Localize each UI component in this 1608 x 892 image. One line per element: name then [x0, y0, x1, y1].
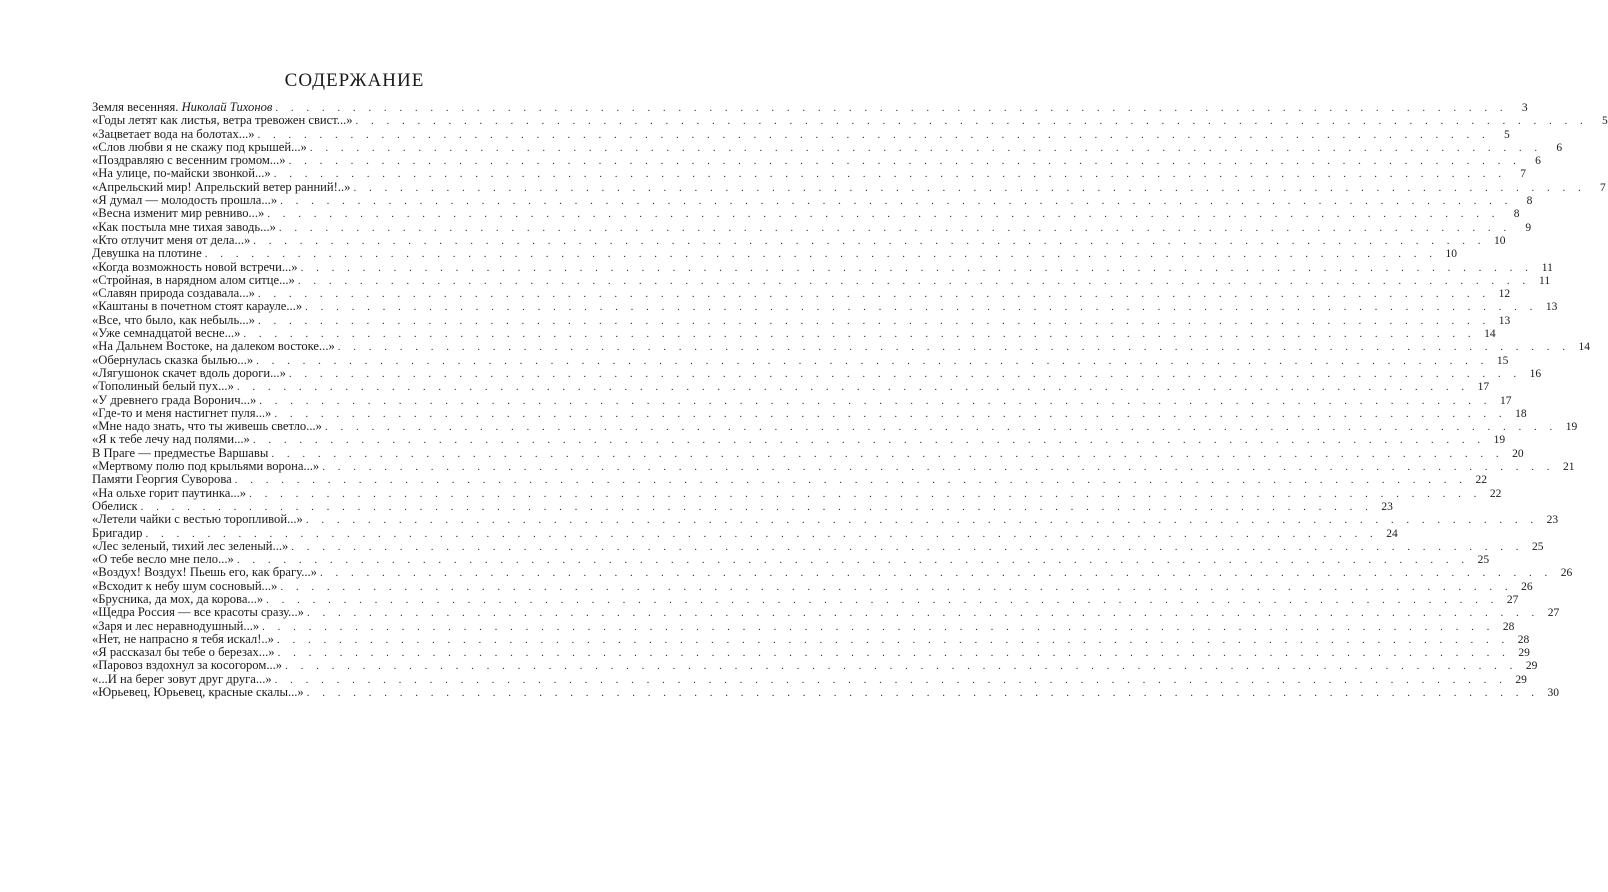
entry-title	[92, 380, 237, 393]
dot-leader: . . . . . . . . . . . . . . . . . . . . . . . . . . . . . . . . . . . . . . . . . . . . . . . . . . . . . . . . . . . . . . . . . . . . . . . . . . . . . . . .	[305, 514, 1539, 527]
dot-leader: . . . . . . . . . . . . . . . . . . . . . . . . . . . . . . . . . . . . . . . . . . . . . . . . . . . . . . . . . . . . . . . . . . . . . . . . . . . . . . . .	[266, 593, 1499, 606]
dot-leader: . . . . . . . . . . . . . . . . . . . . . . . . . . . . . . . . . . . . . . . . . . . . . . . . . . . . . . . . . . . . . . . . . . . . . . . . . . . . . . . .	[300, 261, 1533, 274]
dot-leader: . . . . . . . . . . . . . . . . . . . . . . . . . . . . . . . . . . . . . . . . . . . . . . . . . . . . . . . . . . . . . . . . . . . . . . . . . . . . . . . .	[322, 461, 1555, 474]
entry-title	[92, 473, 235, 486]
entry-title	[92, 167, 274, 180]
entry-title	[92, 327, 243, 340]
dot-leader: . . . . . . . . . . . . . . . . . . . . . . . . . . . . . . . . . . . . . . . . . . . . . . . . . . . . . . . . . . . . . . . . . . . . . . . . . . . . . . . .	[291, 540, 1524, 553]
dot-leader: . . . . . . . . . . . . . . . . . . . . . . . . . . . . . . . . . . . . . . . . . . . . . . . . . . . . . . . . . . . . . . . . . . . . . . . . . . . . . . . .	[259, 394, 1492, 407]
toc-entry	[92, 193, 1533, 208]
entry-title	[92, 646, 278, 659]
entry-page-number: 5	[1602, 115, 1608, 128]
entry-title-text: «Где-то и меня настигнет пуля...»	[92, 405, 272, 420]
dot-leader: . . . . . . . . . . . . . . . . . . . . . . . . . . . . . . . . . . . . . . . . . . . . . . . . . . . . . . . . . . . . . . . . . . . . . . . . . . . . . . . .	[285, 660, 1518, 673]
toc-entry	[92, 272, 1551, 287]
entry-title-text: «Всходит к небу шум сосновый...»	[92, 578, 278, 593]
dot-leader: . . . . . . . . . . . . . . . . . . . . . . . . . . . . . . . . . . . . . . . . . . . . . . . . . . . . . . . . . . . . . . . . . . . . . . . . . . . . . . . .	[355, 115, 1588, 128]
entry-page-number: 10	[1445, 248, 1457, 261]
toc-entry	[92, 685, 1559, 700]
entry-page-number: 6	[1556, 141, 1563, 154]
dot-leader: . . . . . . . . . . . . . . . . . . . . . . . . . . . . . . . . . . . . . . . . . . . . . . . . . . . . . . . . . . . . . . . . . . . . . . . . . . . . . . . .	[253, 234, 1486, 247]
entry-page-number: 25	[1532, 540, 1544, 553]
entry-page-number: 17	[1500, 394, 1512, 407]
dot-leader: . . . . . . . . . . . . . . . . . . . . . . . . . . . . . . . . . . . . . . . . . . . . . . . . . . . . . . . . . . . . . . . . . . . . . . . . . . . . . . . .	[274, 407, 1507, 420]
entry-page-number: 14	[1484, 328, 1496, 341]
entry-page-number: 20	[1512, 447, 1524, 460]
entry-title-text: «Кто отлучит меня от дела...»	[92, 232, 251, 247]
entry-title-text: «Весна изменит мир ревниво...»	[92, 206, 265, 221]
toc-entry	[92, 219, 1532, 234]
entry-page-number: 28	[1517, 633, 1530, 646]
entry-page-number: 18	[1515, 407, 1527, 420]
entry-title	[92, 154, 289, 167]
entry-title	[92, 101, 275, 114]
entry-title-text: «Юрьевец, Юрьевец, красные скалы...»	[92, 685, 304, 700]
entry-title-text: «На улице, по-майски звонкой...»	[92, 166, 271, 181]
entry-page-number: 27	[1506, 593, 1519, 606]
dot-leader: . . . . . . . . . . . . . . . . . . . . . . . . . . . . . . . . . . . . . . . . . . . . . . . . . . . . . . . . . . . . . . . . . . . . . . . . . . . . . . . .	[277, 647, 1510, 660]
entry-title-text: «Славян природа создавала...»	[92, 286, 255, 301]
dot-leader: . . . . . . . . . . . . . . . . . . . . . . . . . . . . . . . . . . . . . . . . . . . . . . . . . . . . . . . . . . . . . . . . . . . . . . . . . . . . . . . .	[306, 687, 1539, 700]
dot-leader: . . . . . . . . . . . . . . . . . . . . . . . . . . . . . . . . . . . . . . . . . . . . . . . . . . . . . . . . . . . . . . . . . . . . . . . . . . . . . . . .	[306, 607, 1540, 620]
entry-title-text: Бригадир	[92, 525, 143, 540]
dot-leader: . . . . . . . . . . . . . . . . . . . . . . . . . . . . . . . . . . . . . . . . . . . . . . . . . . . . . . . . . . . . . . . . . . . . . . . . . . . . . . . .	[243, 328, 1476, 341]
entry-title-text: «На ольхе горит паутинка...»	[92, 485, 247, 500]
entry-title	[92, 128, 258, 141]
entry-title	[92, 181, 353, 194]
entry-page-number: 9	[1525, 221, 1532, 234]
entry-title-text: «Нет, не напрасно я тебя искал!..»	[92, 631, 274, 646]
entry-title	[92, 633, 277, 646]
entry-title	[92, 686, 307, 699]
entry-title-text: «Уже семнадцатой весне...»	[92, 326, 241, 341]
toc-entry	[92, 352, 1509, 367]
dot-leader: . . . . . . . . . . . . . . . . . . . . . . . . . . . . . . . . . . . . . . . . . . . . . . . . . . . . . . . . . . . . . . . . . . . . . . . . . . . . . . . .	[140, 500, 1373, 513]
toc-entry	[92, 206, 1520, 221]
dot-leader: . . . . . . . . . . . . . . . . . . . . . . . . . . . . . . . . . . . . . . . . . . . . . . . . . . . . . . . . . . . . . . . . . . . . . . . . . . . . . . . .	[249, 487, 1482, 500]
entry-title-text: «Летели чайки с вестью торопливой...»	[92, 512, 303, 527]
entry-title	[92, 433, 253, 446]
toc-entry	[92, 552, 1490, 567]
entry-title	[92, 487, 249, 500]
entry-page-number: 29	[1518, 647, 1530, 660]
entry-author: Николай Тихонов	[181, 100, 273, 114]
entry-title	[92, 274, 298, 287]
toc-entry	[92, 445, 1524, 460]
entry-title-text: «О тебе весло мне пело...»	[92, 552, 234, 567]
toc-entry	[92, 485, 1502, 500]
entry-page-number: 11	[1541, 261, 1553, 274]
toc-entry	[92, 126, 1510, 141]
table-of-contents	[92, 100, 1608, 700]
toc-entry	[92, 538, 1544, 553]
entry-title	[92, 247, 205, 260]
entry-title-text: «Я думал — молодость прошла...»	[92, 193, 278, 208]
entry-title	[92, 340, 338, 353]
entry-title	[92, 606, 307, 619]
toc-entry	[92, 100, 1528, 114]
entry-page-number: 22	[1489, 487, 1502, 500]
entry-title-text: «Паровоз вздохнул за косогором...»	[92, 658, 283, 673]
toc-entry	[92, 299, 1558, 314]
entry-page-number: 14	[1578, 341, 1591, 354]
entry-page-number: 10	[1494, 234, 1506, 247]
entry-title	[92, 420, 325, 433]
dot-leader: . . . . . . . . . . . . . . . . . . . . . . . . . . . . . . . . . . . . . . . . . . . . . . . . . . . . . . . . . . . . . . . . . . . . . . . . . . . . . . . .	[267, 208, 1500, 221]
entry-page-number: 3	[1521, 102, 1528, 114]
dot-leader: . . . . . . . . . . . . . . . . . . . . . . . . . . . . . . . . . . . . . . . . . . . . . . . . . . . . . . . . . . . . . . . . . . . . . . . . . . . . . . . .	[297, 274, 1531, 287]
entry-title-text: «Брусника, да мох, да корова...»	[92, 591, 264, 606]
entry-title	[92, 207, 267, 220]
entry-title-text: «Обернулась сказка былью...»	[92, 352, 254, 367]
entry-page-number: 26	[1521, 580, 1533, 593]
entry-page-number: 6	[1535, 155, 1541, 168]
toc-entry	[92, 232, 1506, 247]
entry-title	[92, 194, 280, 207]
entry-title-text: «Каштаны в почетном стоят карауле...»	[92, 299, 303, 314]
entry-page-number: 7	[1599, 181, 1606, 194]
toc-entry	[92, 432, 1506, 447]
entry-title	[92, 314, 258, 327]
entry-page-number: 11	[1539, 274, 1551, 287]
entry-page-number: 29	[1525, 660, 1538, 673]
toc-entry	[92, 326, 1496, 341]
toc-entry	[92, 472, 1487, 487]
toc-entry	[92, 179, 1606, 194]
toc-entry	[92, 259, 1553, 274]
entry-title	[92, 407, 274, 420]
entry-page-number: 29	[1515, 673, 1527, 686]
entry-title	[92, 394, 259, 407]
entry-page-number: 13	[1498, 314, 1511, 327]
entry-title	[92, 527, 145, 540]
toc-entry	[92, 419, 1578, 434]
entry-title	[92, 300, 305, 313]
entry-title	[92, 447, 271, 460]
toc-entry	[92, 658, 1538, 673]
entry-title-text: «Лес зеленый, тихий лес зеленый...»	[92, 538, 289, 553]
dot-leader: . . . . . . . . . . . . . . . . . . . . . . . . . . . . . . . . . . . . . . . . . . . . . . . . . . . . . . . . . . . . . . . . . . . . . . . . . . . . . . . .	[319, 567, 1553, 580]
entry-page-number: 15	[1496, 354, 1509, 367]
toc-entry	[92, 671, 1527, 686]
entry-title-text: «Заря и лес неравнодушный...»	[92, 618, 260, 633]
entry-page-number: 30	[1547, 687, 1559, 700]
toc-entry	[92, 565, 1573, 580]
entry-title-text: «Мертвому полю под крыльями ворона...»	[92, 459, 320, 474]
entry-title-text: Девушка на плотине	[92, 246, 202, 261]
entry-page-number: 21	[1562, 461, 1575, 474]
toc-entry	[92, 512, 1559, 527]
entry-page-number: 28	[1502, 620, 1515, 633]
dot-leader: . . . . . . . . . . . . . . . . . . . . . . . . . . . . . . . . . . . . . . . . . . . . . . . . . . . . . . . . . . . . . . . . . . . . . . . . . . . . . . . .	[204, 248, 1437, 261]
dot-leader: . . . . . . . . . . . . . . . . . . . . . . . . . . . . . . . . . . . . . . . . . . . . . . . . . . . . . . . . . . . . . . . . . . . . . . . . . . . . . . . .	[288, 367, 1522, 380]
entry-title	[92, 620, 262, 633]
entry-title	[92, 261, 301, 274]
dot-leader: . . . . . . . . . . . . . . . . . . . . . . . . . . . . . . . . . . . . . . . . . . . . . . . . . . . . . . . . . . . . . . . . . . . . . . . . . . . . . . . .	[353, 181, 1586, 194]
toc-entry	[92, 339, 1591, 354]
dot-leader: . . . . . . . . . . . . . . . . . . . . . . . . . . . . . . . . . . . . . . . . . . . . . . . . . . . . . . . . . . . . . . . . . . . . . . . . . . . . . . . .	[262, 620, 1495, 633]
entry-title-text: «Я рассказал бы тебе о березах...»	[92, 645, 275, 660]
entry-page-number: 26	[1560, 567, 1573, 580]
entry-title	[92, 540, 291, 553]
dot-leader: . . . . . . . . . . . . . . . . . . . . . . . . . . . . . . . . . . . . . . . . . . . . . . . . . . . . . . . . . . . . . . . . . . . . . . . . . . . . . . . .	[337, 341, 1571, 354]
entry-page-number: 7	[1520, 168, 1526, 181]
toc-entry	[92, 113, 1608, 128]
entry-title-text: «Воздух! Воздух! Пьешь его, как брагу...»	[92, 565, 317, 580]
dot-leader: . . . . . . . . . . . . . . . . . . . . . . . . . . . . . . . . . . . . . . . . . . . . . . . . . . . . . . . . . . . . . . . . . . . . . . . . . . . . . . . .	[280, 195, 1513, 208]
entry-title	[92, 114, 356, 127]
entry-page-number: 12	[1498, 288, 1511, 301]
toc-entry	[92, 405, 1527, 420]
dot-leader: . . . . . . . . . . . . . . . . . . . . . . . . . . . . . . . . . . . . . . . . . . . . . . . . . . . . . . . . . . . . . . . . . . . . . . . . . . . . . . . .	[257, 288, 1491, 301]
entry-title-text: «Тополиный белый пух...»	[92, 379, 234, 394]
dot-leader: . . . . . . . . . . . . . . . . . . . . . . . . . . . . . . . . . . . . . . . . . . . . . . . . . . . . . . . . . . . . . . . . . . . . . . . . . . . . . . . .	[305, 301, 1538, 314]
entry-page-number: 24	[1386, 527, 1398, 540]
dot-leader: . . . . . . . . . . . . . . . . . . . . . . . . . . . . . . . . . . . . . . . . . . . . . . . . . . . . . . . . . . . . . . . . . . . . . . . . . . . . . . . .	[274, 673, 1507, 686]
entry-title-text: «Все, что было, как небыль...»	[92, 312, 255, 327]
page-title: СОДЕРЖАНИЕ	[284, 69, 425, 91]
toc-entry	[92, 365, 1542, 380]
entry-page-number: 23	[1546, 514, 1559, 527]
dot-leader: . . . . . . . . . . . . . . . . . . . . . . . . . . . . . . . . . . . . . . . . . . . . . . . . . . . . . . . . . . . . . . . . . . . . . . . . . . . . . . . .	[257, 128, 1490, 141]
toc-entry	[92, 578, 1533, 593]
toc-entry	[92, 645, 1530, 660]
toc-entry	[92, 498, 1393, 513]
toc-entry	[92, 153, 1541, 168]
toc-entry	[92, 139, 1563, 154]
toc-entry	[92, 379, 1490, 394]
entry-title	[92, 354, 256, 367]
entry-title-text: «Когда возможность новой встречи...»	[92, 259, 298, 274]
entry-title	[92, 593, 266, 606]
dot-leader: . . . . . . . . . . . . . . . . . . . . . . . . . . . . . . . . . . . . . . . . . . . . . . . . . . . . . . . . . . . . . . . . . . . . . . . . . . . . . . . .	[234, 474, 1467, 487]
entry-title	[92, 460, 322, 473]
entry-page-number: 25	[1477, 554, 1490, 567]
dot-leader: . . . . . . . . . . . . . . . . . . . . . . . . . . . . . . . . . . . . . . . . . . . . . . . . . . . . . . . . . . . . . . . . . . . . . . . . . . . . . . . .	[256, 354, 1489, 367]
entry-title-text: «Годы летят как листья, ветра тревожен свист...»	[92, 113, 353, 128]
entry-title-text: «...И на берег зовут друг друга...»	[92, 671, 272, 686]
entry-title-text: «На Дальнем Востоке, на далеком востоке...»	[92, 339, 335, 354]
entry-page-number: 27	[1547, 607, 1560, 620]
entry-title-text: «Мне надо знать, что ты живешь светло...»	[92, 419, 322, 434]
entry-title-text: «У древнего града Воронич...»	[92, 392, 257, 407]
toc-entry	[92, 392, 1512, 407]
entry-title	[92, 673, 275, 686]
dot-leader: . . . . . . . . . . . . . . . . . . . . . . . . . . . . . . . . . . . . . . . . . . . . . . . . . . . . . . . . . . . . . . . . . . . . . . . . . . . . . . . .	[271, 447, 1504, 460]
entry-title	[92, 287, 258, 300]
entry-page-number: 22	[1475, 474, 1487, 487]
toc-entry	[92, 605, 1560, 620]
entry-title	[92, 141, 310, 154]
dot-leader: . . . . . . . . . . . . . . . . . . . . . . . . . . . . . . . . . . . . . . . . . . . . . . . . . . . . . . . . . . . . . . . . . . . . . . . . . . . . . . . .	[236, 381, 1470, 394]
toc-entry	[92, 246, 1457, 261]
dot-leader: . . . . . . . . . . . . . . . . . . . . . . . . . . . . . . . . . . . . . . . . . . . . . . . . . . . . . . . . . . . . . . . . . . . . . . . . . . . . . . . .	[288, 155, 1521, 168]
entry-title-text: Земля весенняя.	[92, 100, 179, 114]
entry-page-number: 5	[1504, 128, 1510, 141]
dot-leader: . . . . . . . . . . . . . . . . . . . . . . . . . . . . . . . . . . . . . . . . . . . . . . . . . . . . . . . . . . . . . . . . . . . . . . . . . . . . . . . .	[257, 314, 1491, 327]
entry-title-text: Обелиск	[92, 498, 138, 513]
entry-page-number: 23	[1381, 500, 1393, 513]
toc-entry	[92, 166, 1526, 181]
dot-leader: . . . . . . . . . . . . . . . . . . . . . . . . . . . . . . . . . . . . . . . . . . . . . . . . . . . . . . . . . . . . . . . . . . . . . . . . . . . . . . . .	[252, 434, 1486, 447]
toc-entry	[92, 525, 1398, 540]
entry-title	[92, 566, 320, 579]
dot-leader: . . . . . . . . . . . . . . . . . . . . . . . . . . . . . . . . . . . . . . . . . . . . . . . . . . . . . . . . . . . . . . . . . . . . . . . . . . . . . . . .	[309, 141, 1543, 154]
entry-title-text: «Стройная, в нарядном алом ситце...»	[92, 272, 295, 287]
entry-page-number: 8	[1526, 195, 1533, 208]
entry-page-number: 8	[1513, 208, 1520, 221]
entry-page-number: 19	[1565, 421, 1578, 434]
entry-title-text: В Праге — предместье Варшавы	[92, 445, 269, 460]
dot-leader: . . . . . . . . . . . . . . . . . . . . . . . . . . . . . . . . . . . . . . . . . . . . . . . . . . . . . . . . . . . . . . . . . . . . . . . . . . . . . . . .	[145, 527, 1378, 540]
entry-page-number: 17	[1477, 381, 1490, 394]
entry-title-text: «Апрельский мир! Апрельский ветер ранний!..»	[92, 179, 351, 194]
dot-leader: . . . . . . . . . . . . . . . . . . . . . . . . . . . . . . . . . . . . . . . . . . . . . . . . . . . . . . . . . . . . . . . . . . . . . . . . . . . . . . . .	[280, 580, 1513, 593]
entry-title	[92, 500, 141, 513]
entry-title	[92, 234, 253, 247]
toc-entry	[92, 312, 1511, 327]
entry-title-text: «Зацветает вода на болотах...»	[92, 126, 255, 141]
dot-leader: . . . . . . . . . . . . . . . . . . . . . . . . . . . . . . . . . . . . . . . . . . . . . . . . . . . . . . . . . . . . . . . . . . . . . . . . . . . . . . . .	[276, 633, 1510, 646]
entry-title	[92, 659, 285, 672]
entry-title-text: Памяти Георгия Суворова	[92, 472, 232, 487]
entry-title-text: «Как постыла мне тихая заводь...»	[92, 219, 276, 234]
toc-entry	[92, 631, 1530, 646]
entry-page-number: 19	[1493, 434, 1506, 447]
dot-leader: . . . . . . . . . . . . . . . . . . . . . . . . . . . . . . . . . . . . . . . . . . . . . . . . . . . . . . . . . . . . . . . . . . . . . . . . . . . . . . . .	[275, 102, 1508, 114]
entry-page-number: 16	[1529, 367, 1542, 380]
entry-title	[92, 367, 289, 380]
dot-leader: . . . . . . . . . . . . . . . . . . . . . . . . . . . . . . . . . . . . . . . . . . . . . . . . . . . . . . . . . . . . . . . . . . . . . . . . . . . . . . . .	[236, 554, 1470, 567]
entry-title	[92, 553, 237, 566]
dot-leader: . . . . . . . . . . . . . . . . . . . . . . . . . . . . . . . . . . . . . . . . . . . . . . . . . . . . . . . . . . . . . . . . . . . . . . . . . . . . . . . .	[324, 421, 1558, 434]
entry-title	[92, 513, 306, 526]
entry-title-text: «Я к тебе лечу над полями...»	[92, 432, 250, 447]
toc-entry	[92, 618, 1515, 633]
entry-page-number: 13	[1545, 301, 1558, 314]
toc-entry	[92, 459, 1575, 474]
toc-entry	[92, 591, 1519, 606]
entry-title-text: «Лягушонок скачет вдоль дороги...»	[92, 365, 286, 380]
dot-leader: . . . . . . . . . . . . . . . . . . . . . . . . . . . . . . . . . . . . . . . . . . . . . . . . . . . . . . . . . . . . . . . . . . . . . . . . . . . . . . . .	[278, 221, 1512, 234]
entry-title-text: «Щедра Россия — все красоты сразу...»	[92, 605, 304, 620]
entry-title	[92, 221, 279, 234]
toc-entry	[92, 286, 1511, 301]
dot-leader: . . . . . . . . . . . . . . . . . . . . . . . . . . . . . . . . . . . . . . . . . . . . . . . . . . . . . . . . . . . . . . . . . . . . . . . . . . . . . . . .	[273, 168, 1506, 181]
entry-title	[92, 580, 280, 593]
entry-title-text: «Поздравляю с весенним громом...»	[92, 153, 286, 168]
entry-title-text: «Слов любви я не скажу под крышей...»	[92, 139, 307, 154]
